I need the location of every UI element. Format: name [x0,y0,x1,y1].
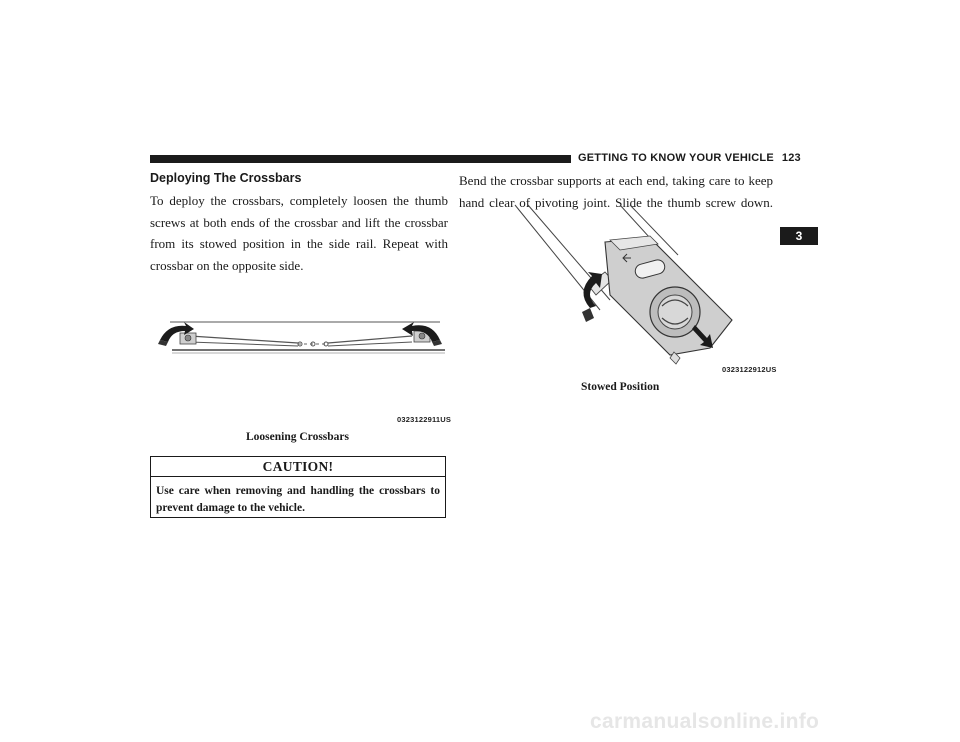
figure-caption: Loosening Crossbars [246,431,349,443]
running-header [578,152,801,164]
chapter-tab: 3 [780,227,818,245]
caution-text: Use care when removing and handling the crossbars to prevent damage to the vehicle. [156,485,440,514]
figure-caption: Stowed Position [581,381,660,393]
figure-code: 0323122912US [722,365,777,374]
caution-box [150,456,446,518]
right-paragraph: Bend the crossbar supports at each end, taking care to keep hand clear of pivoting joint. Slide the thumb screw down. [459,173,773,210]
loosening-crossbars-illustration [150,300,450,425]
header-rule-end [566,155,571,163]
header-title: GETTING TO KNOW YOUR VEHICLE [578,152,774,164]
watermark-logo: carmanualsonline.info [590,710,820,733]
section-heading: Deploying The Crossbars [150,171,302,185]
header-rule [150,155,570,163]
page-number: 123 [781,152,801,164]
figure-code: 0323122911US [397,415,452,424]
left-paragraph: To deploy the crossbars, completely loosen the thumb screws at both ends of the crossbar and lift the crossbar from its stowed position in the side rail. Repeat with crossbar on the opposite side. [150,193,448,273]
stowed-position-illustration [510,200,772,365]
caution-title: CAUTION! [151,457,445,477]
